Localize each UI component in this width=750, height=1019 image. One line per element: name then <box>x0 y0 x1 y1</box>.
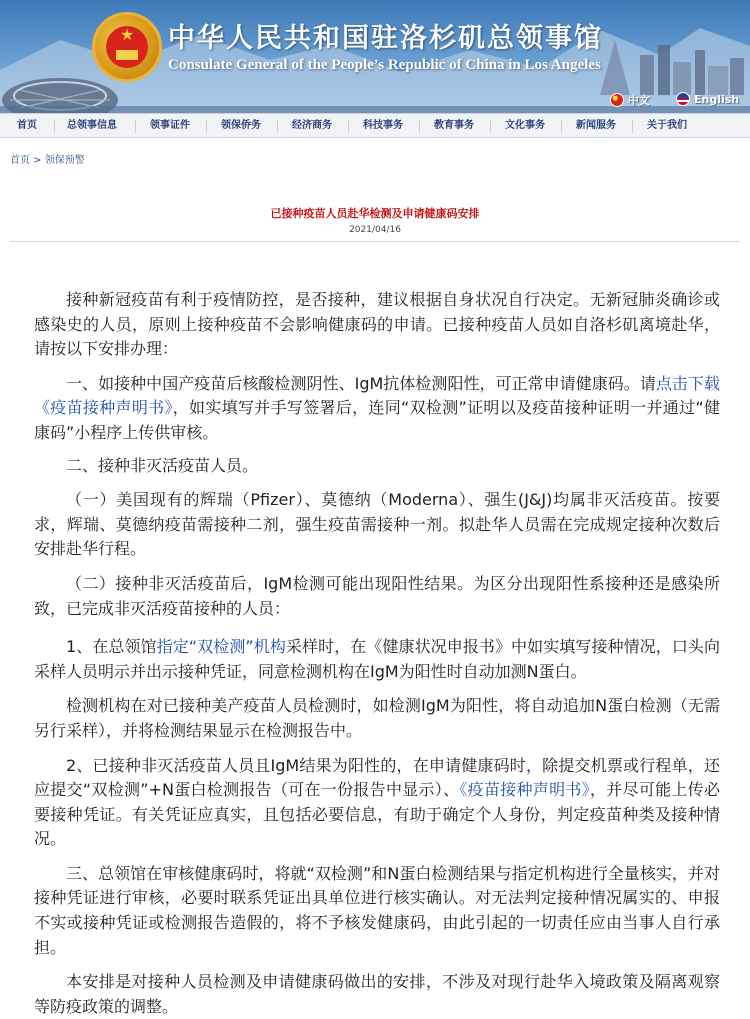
main-nav <box>0 113 750 138</box>
designated-testing-institutions-link[interactable]: 指定“双检测”机构 <box>156 637 286 657</box>
nav-item-news[interactable]: 新闻服务 <box>576 120 616 131</box>
nav-item-education[interactable]: 教育事务 <box>434 120 474 131</box>
paragraph-testing-note: 检测机构在对已接种美产疫苗人员检测时，如检测IgM为阳性，将自动追加N蛋白检测（无需另行采样），并将检测结果显示在检测报告中。 <box>34 696 720 740</box>
nav-item-about-us[interactable]: 关于我们 <box>647 120 687 131</box>
breadcrumb <box>10 151 85 166</box>
paragraph-text: 2、已接种非灭活疫苗人员且IgM结果为阳性的，在申请健康码时，除提交机票或行程单，还应提交“双检测”+N蛋白检测报告（可在一份报告中显示）、 <box>34 755 720 800</box>
language-english-link[interactable] <box>676 92 739 106</box>
paragraph-text: 1、在总领馆 <box>66 637 157 657</box>
language-chinese-label: 中文 <box>628 94 650 107</box>
nav-item-consul-general[interactable]: 总领事信息 <box>67 120 117 131</box>
header-divider <box>10 241 740 242</box>
nav-item-home[interactable]: 首页 <box>17 120 37 131</box>
paragraph-text: ，并尽可能上传必要接种凭证。有关凭证应真实，且包括必要信息，有助于确定个人身份，判定疫苗种类及接种情况。 <box>34 780 720 849</box>
national-emblem-icon: ★ <box>92 12 162 82</box>
download-declaration-link[interactable]: 点击下载《疫苗接种声明书》 <box>34 373 720 418</box>
nav-item-consular-documents[interactable]: 领事证件 <box>150 120 190 131</box>
paragraph-section-one <box>34 372 720 446</box>
nav-separator <box>54 120 55 133</box>
vaccination-declaration-link[interactable]: 《疫苗接种声明书》 <box>459 780 590 800</box>
paragraph-closing: 本安排是对接种人员检测及申请健康码做出的安排，不涉及对现行赴华入境政策及隔离观察等防疫政策的调整。 <box>34 972 720 1016</box>
paragraph-section-two: 二、接种非灭活疫苗人员。 <box>66 455 259 475</box>
paragraph-step-one <box>34 635 720 684</box>
paragraph-text: 一、如接种中国产疫苗后核酸检测阴性、IgM抗体检测阳性，可正常申请健康码。请 <box>66 373 656 393</box>
nav-item-consular-protection[interactable]: 领保侨务 <box>221 120 261 131</box>
breadcrumb-home-link[interactable]: 首页 <box>10 155 30 166</box>
site-title-english: Consulate General of the People’s Republic of China in Los Angeles <box>168 57 601 73</box>
us-flag-icon <box>676 92 690 106</box>
language-chinese-link[interactable] <box>610 92 650 108</box>
breadcrumb-separator: > <box>30 155 45 166</box>
breadcrumb-section-link[interactable]: 领保预警 <box>44 155 85 166</box>
nav-separator <box>135 120 136 133</box>
nav-item-economy-commerce[interactable]: 经济商务 <box>292 120 332 131</box>
nav-item-culture[interactable]: 文化事务 <box>505 120 545 131</box>
paragraph-intro: 接种新冠疫苗有利于疫情防控，是否接种，建议根据自身状况自行决定。无新冠肺炎确诊或感染史的人员，原则上接种疫苗不会影响健康码的申请。已接种疫苗人员如自洛杉矶离境赴华，请按以下安排办理： <box>34 290 720 359</box>
nav-separator <box>490 120 491 133</box>
site-banner <box>0 0 750 113</box>
paragraph-step-two <box>34 754 720 852</box>
article-date: 2021/04/16 <box>349 225 401 235</box>
nav-separator <box>632 120 633 133</box>
nav-separator <box>277 120 278 133</box>
paragraph-section-three: 三、总领馆在审核健康码时，将就“双检测”和N蛋白检测结果与指定机构进行全量核实，并对接种凭证进行审核，必要时联系凭证出具单位进行核实确认。对无法判定接种情况属实的、申报不实或接种凭证或检测报告造假的，将不予核发健康码，由此引起的一切责任应由当事人自行承担。 <box>34 863 720 957</box>
nav-separator <box>206 120 207 133</box>
article-title: 已接种疫苗人员赴华检测及申请健康码安排 <box>270 207 480 220</box>
china-flag-icon <box>610 93 624 107</box>
article-body <box>34 288 720 1019</box>
paragraph-item-one: （一）美国现有的辉瑞（Pfizer）、莫德纳（Moderna）、强生(J&J)均属非灭活疫苗。按要求，辉瑞、莫德纳疫苗需接种二剂，强生疫苗需接种一剂。拟赴华人员需在完成规定接种次数后安排赴华行程。 <box>34 490 720 559</box>
paragraph-text: 采样时，在《健康状况申报书》中如实填写接种情况，口头向采样人员明示并出示接种凭证，同意检测机构在IgM为阳性时自动加测N蛋白。 <box>34 637 720 681</box>
site-title-chinese: 中华人民共和国驻洛杉矶总领事馆 <box>168 23 603 54</box>
language-english-label: English <box>694 92 740 106</box>
paragraph-text: ，如实填写并手写签署后，连同“双检测”证明以及疫苗接种证明一并通过“健康码”小程序上传供审核。 <box>34 398 720 442</box>
paragraph-item-two: （二）接种非灭活疫苗后，IgM检测可能出现阳性结果。为区分出现阳性系接种还是感染所致，已完成非灭活疫苗接种的人员： <box>34 573 720 618</box>
nav-separator <box>419 120 420 133</box>
nav-item-science-technology[interactable]: 科技事务 <box>363 120 403 131</box>
nav-separator <box>348 120 349 133</box>
nav-separator <box>561 120 562 133</box>
